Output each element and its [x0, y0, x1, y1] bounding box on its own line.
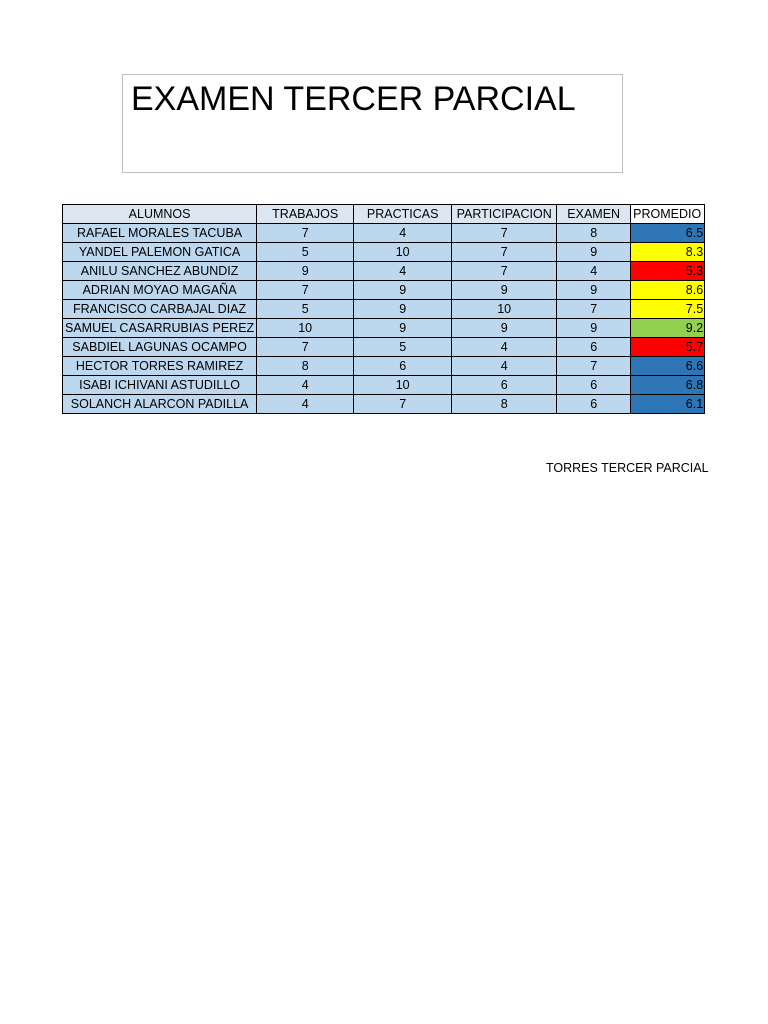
- examen-cell: 7: [557, 357, 631, 376]
- examen-cell: 6: [557, 395, 631, 414]
- participacion-cell: 9: [452, 281, 557, 300]
- trabajos-cell: 4: [257, 395, 354, 414]
- title-box: [122, 74, 623, 173]
- participacion-cell: 8: [452, 395, 557, 414]
- promedio-cell: 5.7: [631, 338, 705, 357]
- participacion-cell: 7: [452, 224, 557, 243]
- practicas-cell: 9: [354, 319, 452, 338]
- promedio-cell: 8.6: [631, 281, 705, 300]
- trabajos-cell: 4: [257, 376, 354, 395]
- examen-cell: 6: [557, 338, 631, 357]
- student-name-cell: ADRIAN MOYAO MAGAÑA: [63, 281, 257, 300]
- student-name-cell: FRANCISCO CARBAJAL DIAZ: [63, 300, 257, 319]
- examen-cell: 7: [557, 300, 631, 319]
- participacion-cell: 10: [452, 300, 557, 319]
- table-row: [63, 338, 705, 357]
- header-trabajos: TRABAJOS: [257, 205, 354, 224]
- practicas-cell: 9: [354, 281, 452, 300]
- trabajos-cell: 8: [257, 357, 354, 376]
- trabajos-cell: 10: [257, 319, 354, 338]
- practicas-cell: 6: [354, 357, 452, 376]
- practicas-cell: 4: [354, 224, 452, 243]
- header-examen: EXAMEN: [557, 205, 631, 224]
- promedio-cell: 5.3: [631, 262, 705, 281]
- page-title: EXAMEN TERCER PARCIAL: [131, 80, 576, 118]
- table-row: [63, 262, 705, 281]
- table-row: [63, 357, 705, 376]
- examen-cell: 4: [557, 262, 631, 281]
- promedio-cell: 8.3: [631, 243, 705, 262]
- participacion-cell: 7: [452, 243, 557, 262]
- examen-cell: 9: [557, 319, 631, 338]
- promedio-cell: 6.5: [631, 224, 705, 243]
- trabajos-cell: 5: [257, 243, 354, 262]
- table-row: [63, 319, 705, 338]
- participacion-cell: 9: [452, 319, 557, 338]
- participacion-cell: 6: [452, 376, 557, 395]
- examen-cell: 6: [557, 376, 631, 395]
- footer-label: TORRES TERCER PARCIAL: [546, 461, 709, 475]
- student-name-cell: HECTOR TORRES RAMIREZ: [63, 357, 257, 376]
- student-name-cell: SAMUEL CASARRUBIAS PEREZ: [63, 319, 257, 338]
- promedio-cell: 7.5: [631, 300, 705, 319]
- participacion-cell: 7: [452, 262, 557, 281]
- table-header-row: [63, 205, 705, 224]
- header-alumnos: ALUMNOS: [63, 205, 257, 224]
- participacion-cell: 4: [452, 338, 557, 357]
- header-participacion: PARTICIPACION: [452, 205, 557, 224]
- promedio-cell: 6.1: [631, 395, 705, 414]
- trabajos-cell: 9: [257, 262, 354, 281]
- header-practicas: PRACTICAS: [354, 205, 452, 224]
- promedio-cell: 6.6: [631, 357, 705, 376]
- participacion-cell: 4: [452, 357, 557, 376]
- table-row: [63, 395, 705, 414]
- examen-cell: 9: [557, 243, 631, 262]
- examen-cell: 8: [557, 224, 631, 243]
- header-promedio: PROMEDIO: [631, 205, 705, 224]
- student-name-cell: ISABI ICHIVANI ASTUDILLO: [63, 376, 257, 395]
- student-name-cell: YANDEL PALEMON GATICA: [63, 243, 257, 262]
- trabajos-cell: 7: [257, 281, 354, 300]
- student-name-cell: SABDIEL LAGUNAS OCAMPO: [63, 338, 257, 357]
- trabajos-cell: 7: [257, 338, 354, 357]
- student-name-cell: ANILU SANCHEZ ABUNDIZ: [63, 262, 257, 281]
- grades-table: [62, 204, 705, 414]
- table-row: [63, 281, 705, 300]
- trabajos-cell: 7: [257, 224, 354, 243]
- promedio-cell: 9.2: [631, 319, 705, 338]
- practicas-cell: 10: [354, 243, 452, 262]
- practicas-cell: 9: [354, 300, 452, 319]
- examen-cell: 9: [557, 281, 631, 300]
- promedio-cell: 6.8: [631, 376, 705, 395]
- table-row: [63, 376, 705, 395]
- table-row: [63, 243, 705, 262]
- practicas-cell: 5: [354, 338, 452, 357]
- table-row: [63, 224, 705, 243]
- table-row: [63, 300, 705, 319]
- practicas-cell: 4: [354, 262, 452, 281]
- student-name-cell: RAFAEL MORALES TACUBA: [63, 224, 257, 243]
- practicas-cell: 7: [354, 395, 452, 414]
- table-body: [63, 224, 705, 414]
- practicas-cell: 10: [354, 376, 452, 395]
- student-name-cell: SOLANCH ALARCON PADILLA: [63, 395, 257, 414]
- trabajos-cell: 5: [257, 300, 354, 319]
